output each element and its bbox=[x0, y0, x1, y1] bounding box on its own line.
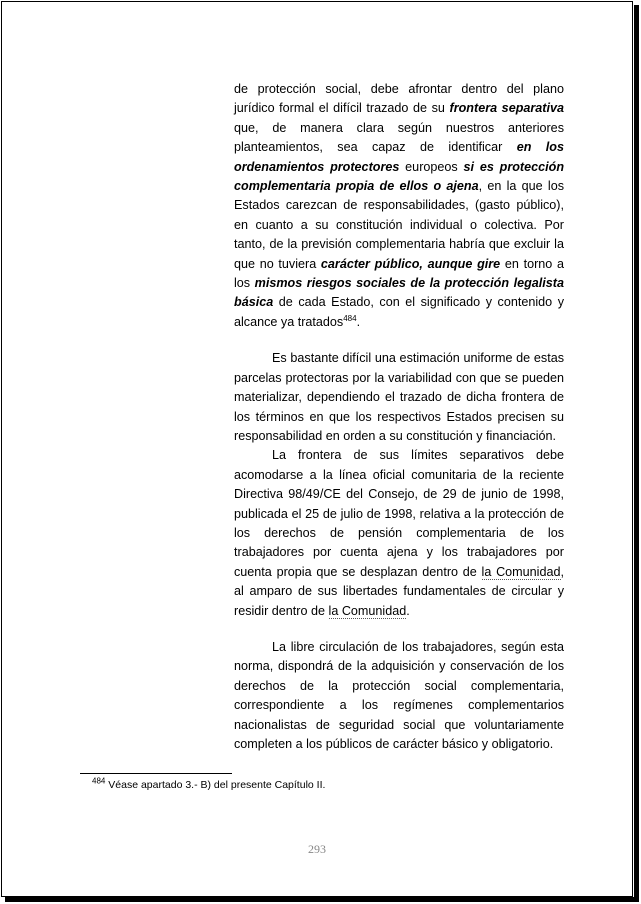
emphasis: carácter público, aunque gire bbox=[320, 256, 501, 271]
link-la-comunidad[interactable]: la Comunidad bbox=[328, 603, 407, 618]
emphasis: frontera separativa bbox=[449, 101, 564, 116]
footnote bbox=[92, 776, 326, 791]
footnote-reference[interactable]: 484 bbox=[343, 313, 357, 323]
page-shadow-right bbox=[634, 5, 639, 899]
paragraph-1: de protección social, debe afrontar dentro del plano jurídico formal el difícil trazado de su frontera separativa que, de manera clara según nuestros anteriores planteamientos, sea capaz de identificar en los ordenamientos protectores europeos si es protección complementaria propia de ellos o ajena, en la que los Estados carezcan de responsabilidades, (gasto público), en cuanto a su constitución individual o colectiva. Por tanto, de la previsión complementaria habría que excluir la que no tuviera carácter público, aunque gire en torno a los mismos riesgos sociales de la protección legalista básica de cada Estado, con el significado y contenido y alcance ya tratados$^{484}$. bbox=[234, 82, 565, 329]
paragraph-2: Es bastante difícil una estimación uniforme de estas parcelas protectoras por la variabilidad con que se pueden materializar, dependiendo el trazado de dicha frontera de los términos en que los respectivos Estados precisen su responsabilidad en orden a su constitución y financiación. bbox=[234, 351, 564, 443]
emphasis: mismos riesgos sociales de la protección legalista básica bbox=[234, 276, 564, 310]
paragraph-3: La frontera de sus límites separativos debe acomodarse a la línea oficial comunitaria de la reciente Directiva 98/49/CE del Consejo, de 29 de junio de 1998, publicada el 25 de julio de 1998, relativa a la protección de los derechos de pensión complementaria de los trabajadores por cuenta ajena y los trabajadores por cuenta propia que se desplazan dentro de la Comunidad, al amparo de sus libertades fundamentales de circular y residir dentro de la Comunidad. bbox=[234, 448, 564, 618]
document-page bbox=[1, 1, 633, 897]
paragraph-4: La libre circulación de los trabajadores, según esta norma, dispondrá de la adquisición y conservación de los derechos de la protección social complementaria, correspondiente a los regímenes complementarios nacionalistas de seguridad social que voluntariamente completen a los públicos de carácter básico y obligatorio. bbox=[234, 639, 564, 751]
emphasis: si es protección complementaria propia de ellos o ajena bbox=[234, 159, 565, 194]
page-number: 293 bbox=[308, 842, 326, 856]
footnote-text: Véase apartado 3.- B) del presente Capítulo II. bbox=[105, 779, 326, 791]
footnote-number: 484 bbox=[92, 776, 106, 786]
page-shadow-bottom bbox=[5, 897, 639, 902]
emphasis: en los ordenamientos protectores bbox=[234, 140, 564, 174]
link-la-comunidad[interactable]: la Comunidad bbox=[481, 564, 561, 579]
footnote-separator bbox=[80, 773, 232, 774]
body-text bbox=[234, 80, 564, 754]
